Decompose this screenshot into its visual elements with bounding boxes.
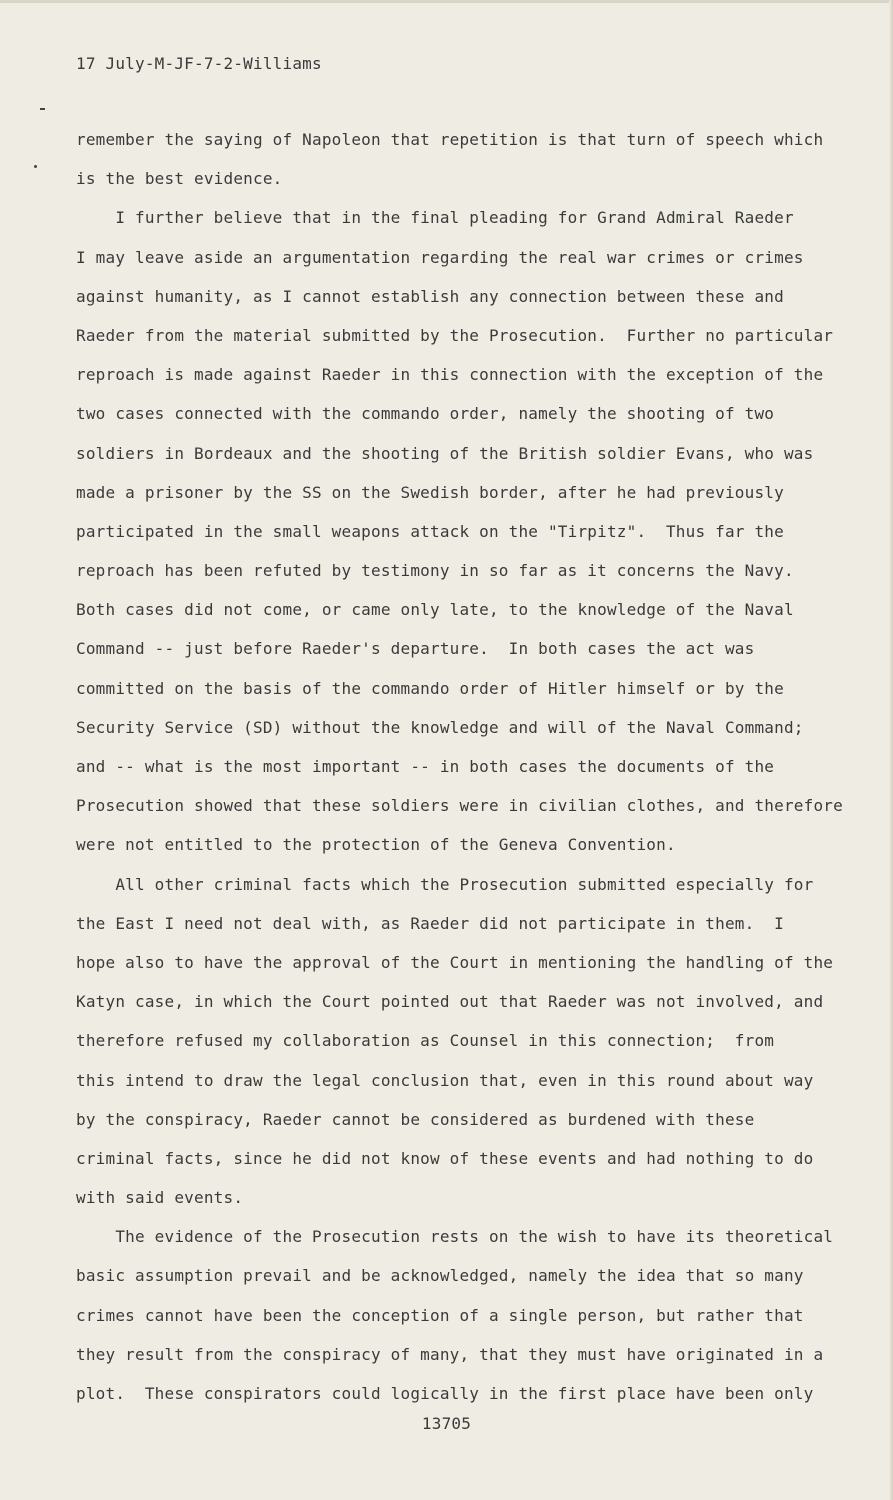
text-line: I may leave aside an argumentation regarding the real war crimes or crimes bbox=[76, 247, 804, 267]
text-line: were not entitled to the protection of the Geneva Convention. bbox=[76, 835, 676, 855]
page-number: 13705 bbox=[421, 1414, 472, 1433]
text-line: Security Service (SD) without the knowledge and will of the Naval Command; bbox=[76, 717, 804, 737]
page-right-edge bbox=[889, 0, 893, 1500]
text-line: the East I need not deal with, as Raeder did not participate in them. I bbox=[76, 913, 784, 933]
text-line: The evidence of the Prosecution rests on the wish to have its theoretical bbox=[76, 1227, 834, 1247]
body-text bbox=[76, 120, 846, 1413]
text-line: they result from the conspiracy of many, that they must have originated in a bbox=[76, 1344, 824, 1364]
text-line: and -- what is the most important -- in both cases the documents of the bbox=[76, 757, 775, 776]
text-line: participated in the small weapons attack on the "Tirpitz". Thus far the bbox=[76, 521, 784, 541]
margin-mark bbox=[40, 108, 45, 110]
text-line: remember the saying of Napoleon that repetition is that turn of speech which bbox=[76, 130, 824, 149]
text-line: Command -- just before Raeder's departure. In both cases the act was bbox=[76, 639, 755, 659]
text-line: this intend to draw the legal conclusion that, even in this round about way bbox=[76, 1070, 814, 1090]
text-line: Both cases did not come, or came only late, to the knowledge of the Naval bbox=[76, 600, 794, 620]
text-line: with said events. bbox=[76, 1188, 244, 1208]
margin-mark bbox=[34, 165, 37, 168]
text-line: Katyn case, in which the Court pointed out that Raeder was not involved, and bbox=[76, 992, 824, 1012]
text-line: soldiers in Bordeaux and the shooting of the British soldier Evans, who was bbox=[76, 443, 814, 463]
text-line: therefore refused my collaboration as Counsel in this connection; from bbox=[76, 1031, 775, 1051]
document-header: 17 July-M-JF-7-2-Williams bbox=[76, 54, 322, 73]
text-line: crimes cannot have been the conception of a single person, but rather that bbox=[76, 1305, 804, 1325]
text-line: reproach has been refuted by testimony in so far as it concerns the Navy. bbox=[76, 561, 794, 581]
text-line: plot. These conspirators could logically in the first place have been only bbox=[76, 1384, 814, 1403]
text-line: committed on the basis of the commando order of Hitler himself or by the bbox=[76, 678, 784, 698]
text-line: Prosecution showed that these soldiers were in civilian clothes, and therefore bbox=[76, 796, 843, 816]
text-line: two cases connected with the commando order, namely the shooting of two bbox=[76, 404, 775, 424]
text-line: All other criminal facts which the Prosecution submitted especially for bbox=[76, 874, 814, 894]
text-line: hope also to have the approval of the Court in mentioning the handling of the bbox=[76, 952, 834, 972]
text-line: by the conspiracy, Raeder cannot be considered as burdened with these bbox=[76, 1109, 755, 1129]
text-line: is the best evidence. bbox=[76, 169, 283, 189]
text-line: I further believe that in the final pleading for Grand Admiral Raeder bbox=[76, 208, 794, 228]
text-line: basic assumption prevail and be acknowledged, namely the idea that so many bbox=[76, 1266, 804, 1286]
text-line: against humanity, as I cannot establish any connection between these and bbox=[76, 286, 784, 306]
text-line: reproach is made against Raeder in this connection with the exception of the bbox=[76, 365, 824, 385]
text-line: Raeder from the material submitted by the Prosecution. Further no particular bbox=[76, 325, 834, 345]
text-line: made a prisoner by the SS on the Swedish border, after he had previously bbox=[76, 482, 784, 502]
text-line: criminal facts, since he did not know of these events and had nothing to do bbox=[76, 1148, 814, 1168]
page-top-edge bbox=[0, 0, 893, 3]
